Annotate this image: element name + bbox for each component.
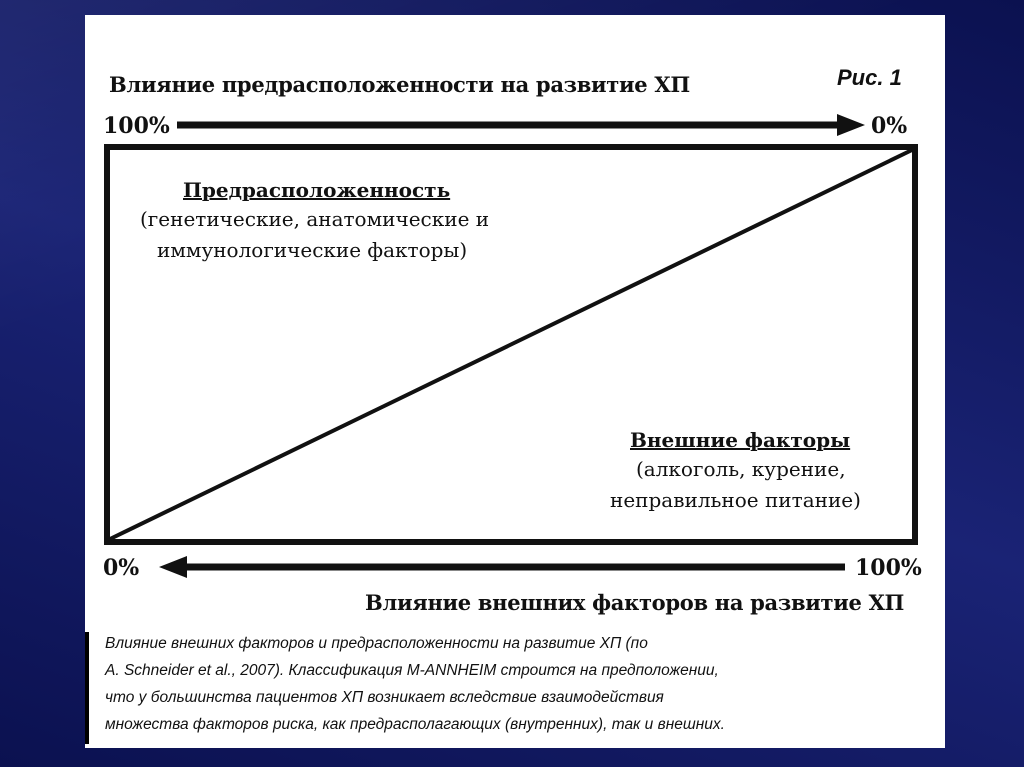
caption-line-4: множества факторов риска, как предрасполагающих (внутренних), так и внешних.: [105, 716, 725, 733]
top-left-percent: 100%: [103, 113, 170, 139]
top-title: Влияние предрасположенности на развитие ХП: [109, 72, 690, 97]
bottom-right-percent: 100%: [855, 555, 922, 581]
predisposition-title: Предрасположенность: [183, 178, 451, 202]
bottom-left-percent: 0%: [103, 555, 140, 581]
predisposition-line-2: иммунологические факторы): [157, 238, 468, 262]
caption-line-3: что у большинства пациентов ХП возникает вследствие взаимодействия: [105, 689, 664, 706]
caption-line-1: Влияние внешних факторов и предрасположенности на развитие ХП (по: [105, 635, 648, 652]
predisposition-line-1: (генетические, анатомические и: [140, 207, 490, 231]
external-factors-title: Внешние факторы: [630, 428, 851, 452]
bottom-arrow-head: [159, 556, 187, 578]
top-arrow-head: [837, 114, 865, 136]
external-factors-line-2: неправильное питание): [610, 488, 861, 512]
caption-line-2: A. Schneider et al., 2007). Классификация M-ANNHEIM строится на предположении,: [105, 662, 719, 679]
bottom-title: Влияние внешних факторов на развитие ХП: [365, 590, 905, 615]
external-factors-line-1: (алкоголь, курение,: [636, 457, 846, 481]
figure-label: Рис. 1: [837, 65, 902, 90]
slide: [85, 15, 945, 748]
caption-bar: [85, 632, 89, 744]
top-right-percent: 0%: [871, 113, 908, 139]
figure-caption: [85, 630, 945, 748]
